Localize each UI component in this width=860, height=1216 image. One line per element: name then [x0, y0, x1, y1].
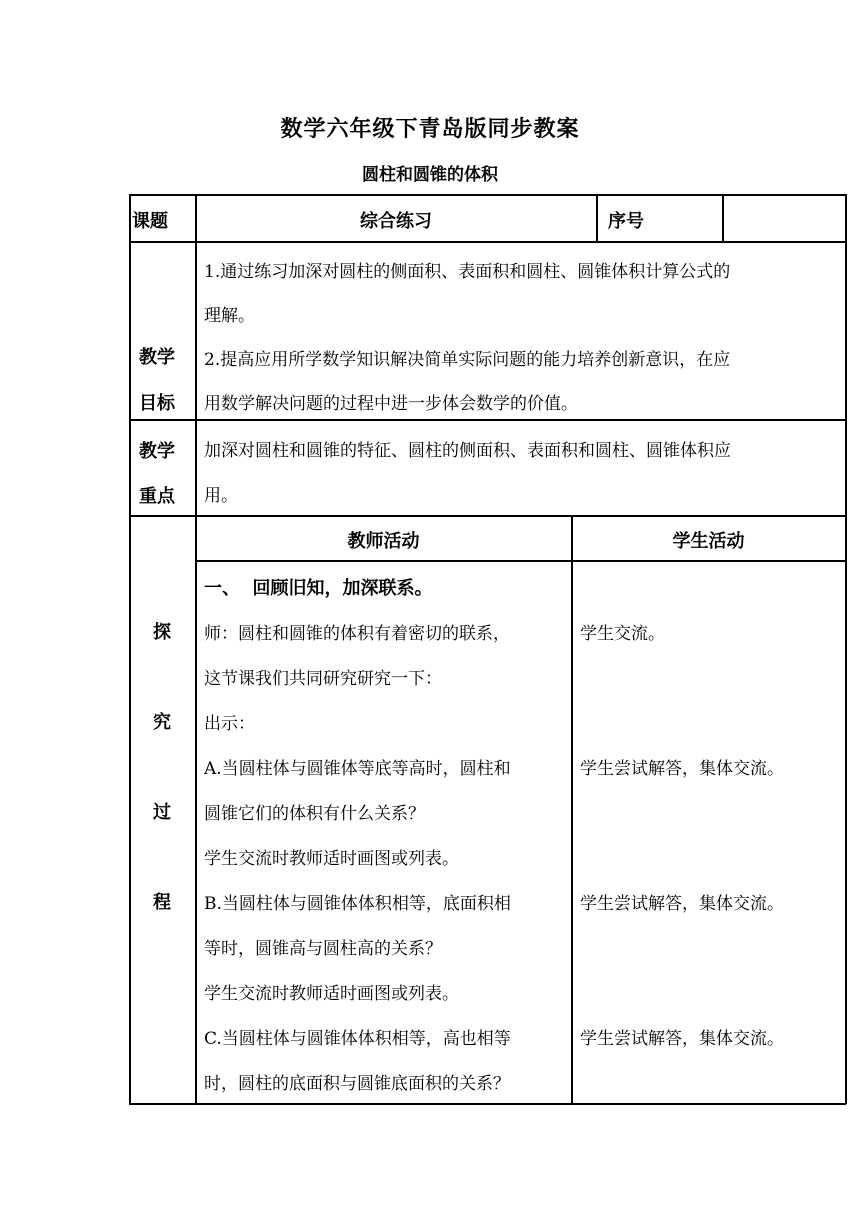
topic-label: 课题	[132, 211, 168, 232]
teacher-line: 圆锥它们的体积有什么关系？	[204, 804, 425, 824]
goals-line: 1.通过练习加深对圆柱的侧面积、表面积和圆柱、圆锥体积计算公式的	[204, 262, 731, 282]
seq-label: 序号	[608, 211, 644, 232]
student-line: 学生尝试解答，集体交流。	[580, 759, 784, 779]
table-rule	[129, 241, 846, 243]
table-rule	[571, 515, 573, 1104]
teacher-line: 学生交流时教师适时画图或列表。	[204, 984, 459, 1004]
teacher-line: C.当圆柱体与圆锥体体积相等，高也相等	[204, 1029, 511, 1049]
teacher-line: A.当圆柱体与圆锥体等底等高时，圆柱和	[204, 759, 511, 779]
table-rule	[129, 419, 846, 421]
student-line: 学生交流。	[580, 624, 665, 644]
process-label-char: 探	[153, 622, 171, 643]
table-rule	[596, 194, 598, 242]
goals-line: 理解。	[204, 306, 255, 326]
teacher-line: 等时，圆锥高与圆柱高的关系？	[204, 939, 442, 959]
table-rule	[845, 194, 847, 1104]
process-label-char: 程	[153, 892, 171, 913]
process-label-char: 究	[153, 712, 171, 733]
teacher-line: B.当圆柱体与圆锥体体积相等，底面积相	[204, 894, 511, 914]
table-rule	[196, 560, 846, 562]
teacher-activity-header: 教师活动	[347, 531, 420, 552]
topic-value: 综合练习	[360, 211, 432, 232]
focus-line: 用。	[204, 486, 238, 506]
goals-line: 2.提高应用所学数学知识解决简单实际问题的能力培养创新意识，在应	[204, 350, 731, 370]
teacher-line: 时，圆柱的底面积与圆锥底面积的关系？	[204, 1074, 510, 1094]
focus-line: 加深对圆柱和圆锥的特征、圆柱的侧面积、表面积和圆柱、圆锥体积应	[204, 441, 731, 461]
table-rule	[195, 194, 197, 1104]
table-rule	[129, 194, 131, 1104]
student-activity-header: 学生活动	[672, 531, 745, 552]
student-line: 学生尝试解答，集体交流。	[580, 894, 784, 914]
teacher-line: 师：圆柱和圆锥的体积有着密切的联系，	[204, 624, 510, 644]
student-line: 学生尝试解答，集体交流。	[580, 1029, 784, 1049]
goals-label-1: 教学	[139, 347, 175, 368]
focus-label-2: 重点	[139, 486, 175, 507]
section-heading: 一、 回顾旧知，加深联系。	[204, 578, 433, 599]
table-rule	[722, 194, 724, 242]
table-rule	[129, 1103, 846, 1105]
lesson-plan-table	[129, 194, 846, 1104]
table-rule	[129, 515, 846, 517]
focus-label-1: 教学	[139, 441, 175, 462]
goals-line: 用数学解决问题的过程中进一步体会数学的价值。	[204, 394, 578, 414]
teacher-line: 学生交流时教师适时画图或列表。	[204, 849, 459, 869]
table-rule	[129, 194, 846, 196]
document-subtitle: 圆柱和圆锥的体积	[362, 165, 498, 185]
teacher-line: 这节课我们共同研究研究一下：	[204, 669, 442, 689]
document-title: 数学六年级下青岛版同步教案	[280, 117, 580, 142]
goals-label-2: 目标	[139, 393, 175, 414]
process-label-char: 过	[153, 802, 171, 823]
teacher-line: 出示：	[204, 714, 255, 734]
